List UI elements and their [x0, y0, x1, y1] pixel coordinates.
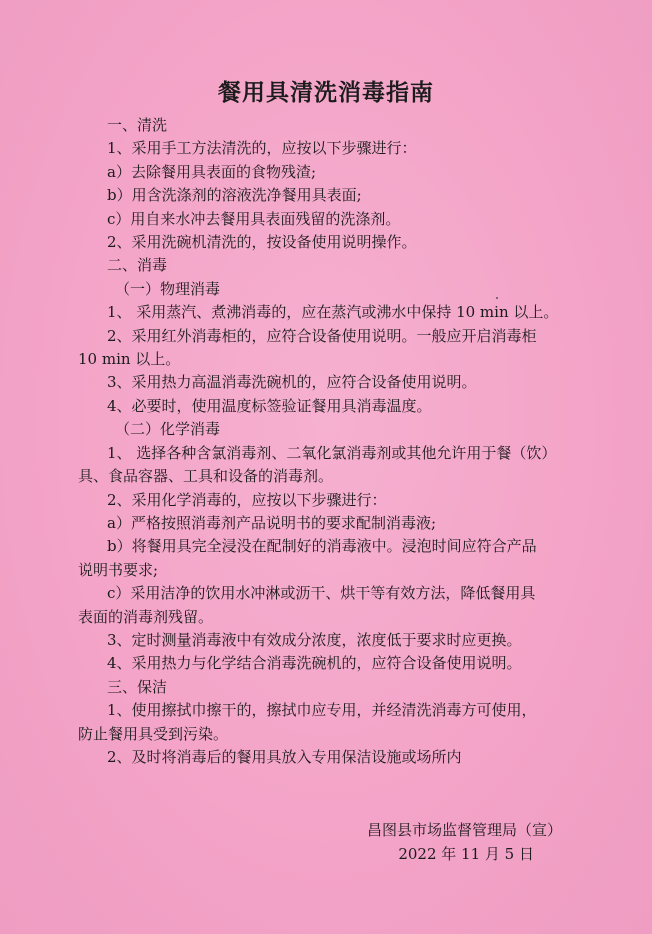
issue-date: 2022 年 11 月 5 日	[398, 845, 534, 863]
body-line: （二）化学消毒	[115, 420, 221, 439]
body-line: 1、 选择各种含氯消毒剂、二氧化氯消毒剂或其他允许用于餐（饮）	[107, 443, 557, 462]
body-line: 1、采用手工方法清洗的，应按以下步骤进行：	[107, 139, 417, 158]
body-line: c）采用洁净的饮用水冲淋或沥干、烘干等有效方法，降低餐用具	[107, 584, 536, 603]
body-line: 表面的消毒剂残留。	[78, 607, 214, 626]
body-line: 具、食品容器、工具和设备的消毒剂。	[78, 467, 334, 486]
body-line: a）去除餐用具表面的食物残渣;	[107, 162, 316, 181]
document-body	[78, 114, 578, 769]
body-line: 1、使用擦拭巾擦干的，擦拭巾应专用，并经清洗消毒方可使用，	[107, 701, 537, 720]
document-signature	[367, 818, 562, 866]
body-line: c）用自来水冲去餐用具表面残留的洗涤剂。	[107, 209, 401, 228]
body-line: 2、及时将消毒后的餐用具放入专用保洁设施或场所内	[107, 747, 462, 766]
body-line: 说明书要求;	[78, 560, 159, 579]
body-line: 4、必要时，使用温度标签验证餐用具消毒温度。	[107, 396, 432, 415]
body-line: 防止餐用具受到污染。	[78, 724, 229, 743]
body-line: 3、采用热力高温消毒洗碗机的，应符合设备使用说明。	[107, 373, 477, 392]
body-line: 3、定时测量消毒液中有效成分浓度，浓度低于要求时应更换。	[107, 630, 522, 649]
body-line: 2、采用红外消毒柜的，应符合设备使用说明。一般应开启消毒柜	[107, 326, 537, 345]
body-line: 2、采用洗碗机清洗的，按设备使用说明操作。	[107, 233, 417, 252]
body-line: 一、清洗	[107, 116, 168, 134]
body-line: 4、采用热力与化学结合消毒洗碗机的，应符合设备使用说明。	[107, 654, 522, 673]
body-line: b）用含洗涤剂的溶液洗净餐用具表面;	[107, 186, 362, 205]
body-line: a）严格按照消毒剂产品说明书的要求配制消毒液;	[107, 513, 436, 532]
issuer-name: 昌图县市场监督管理局（宣）	[366, 821, 562, 839]
scan-speck	[496, 297, 498, 299]
body-line: 2、采用化学消毒的，应按以下步骤进行：	[107, 490, 387, 509]
body-line: 二、消毒	[107, 256, 168, 275]
body-line: 三、保洁	[107, 677, 168, 696]
document-title: 餐用具清洗消毒指南	[218, 79, 434, 106]
body-line: 10 min 以上。	[78, 350, 181, 369]
body-line: （一）物理消毒	[115, 279, 221, 298]
body-line: b）将餐用具完全浸没在配制好的消毒液中。浸泡时间应符合产品	[107, 537, 537, 556]
body-line: 1、 采用蒸汽、煮沸消毒的，应在蒸汽或沸水中保持 10 min 以上。	[107, 303, 559, 322]
